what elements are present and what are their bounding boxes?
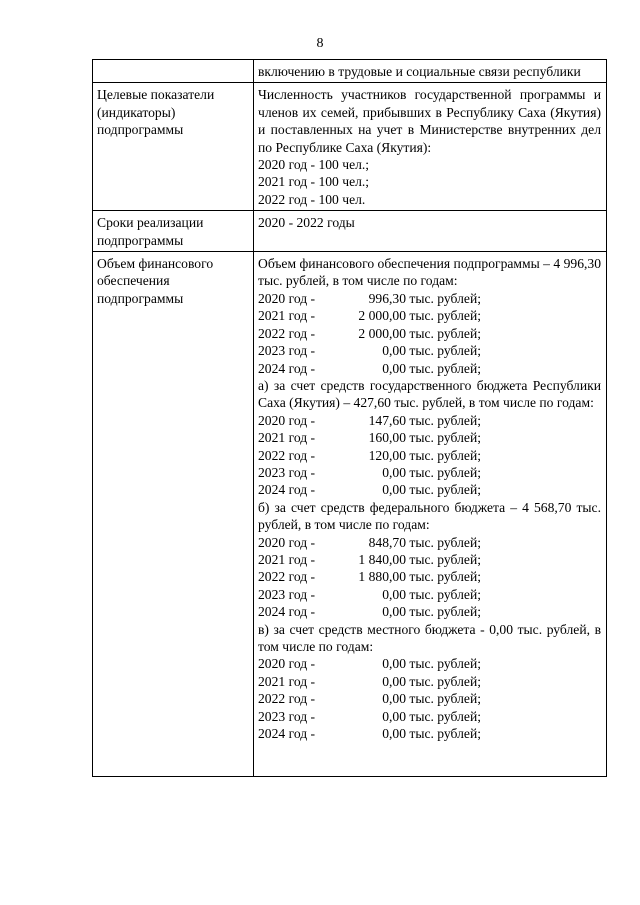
financing-year: 2024 год - (258, 482, 316, 498)
financing-unit: тыс. рублей; (409, 412, 481, 428)
financing-year: 2023 год - (258, 464, 316, 480)
financing-year-line (258, 307, 601, 324)
row2-value-cell (254, 83, 607, 211)
financing-local-intro: в) за счет средств местного бюджета - 0,00 тыс. рублей, в том числе по годам: (258, 621, 601, 654)
financing-unit: тыс. рублей; (409, 464, 481, 480)
financing-year: 2024 год - (258, 360, 316, 376)
row2-label-cell: Целевые показатели (индикаторы) подпрограммы (93, 83, 254, 211)
financing-unit: тыс. рублей; (409, 586, 481, 602)
financing-year-line (258, 534, 601, 551)
table-row-financing (93, 252, 607, 777)
row4-value-cell (254, 252, 607, 777)
financing-unit: тыс. рублей; (409, 325, 481, 341)
financing-unit: тыс. рублей; (409, 656, 481, 672)
financing-year: 2021 год - (258, 430, 316, 446)
row2-description: Численность участников государственной программы и членов их семей, прибывших в Республику Саха (Якутия) и поставленных на учет в Министерстве внутренних дел по Республике Саха (Якутия): (258, 87, 601, 155)
financing-unit: тыс. рублей; (409, 343, 481, 359)
financing-amount: 0,00 (382, 360, 406, 376)
financing-amount: 0,00 (382, 656, 406, 672)
financing-unit: тыс. рублей; (409, 551, 481, 567)
financing-year: 2023 год - (258, 708, 316, 724)
row4-label-cell: Объем финансового обеспечения подпрограммы (93, 252, 254, 777)
financing-year: 2021 год - (258, 673, 316, 689)
financing-amount: 0,00 (382, 726, 406, 742)
financing-year: 2022 год - (258, 325, 316, 341)
financing-year: 2020 год - (258, 290, 316, 306)
financing-year-line (258, 429, 601, 446)
subprogram-passport-table (92, 59, 607, 777)
financing-local-years (258, 655, 601, 742)
financing-unit: тыс. рублей; (409, 569, 481, 585)
financing-year-line (258, 342, 601, 359)
financing-amount: 0,00 (382, 708, 406, 724)
financing-federal-years (258, 534, 601, 621)
financing-unit: тыс. рублей; (409, 708, 481, 724)
financing-year-line (258, 708, 601, 725)
financing-amount: 0,00 (382, 464, 406, 480)
financing-amount: 0,00 (382, 691, 406, 707)
financing-unit: тыс. рублей; (409, 360, 481, 376)
table-row-target-indicators (93, 83, 607, 211)
row3-value-cell: 2020 - 2022 годы (254, 211, 607, 252)
financing-amount: 996,30 (368, 290, 406, 306)
financing-unit: тыс. рублей; (409, 430, 481, 446)
row1-label-cell (93, 60, 254, 83)
financing-year-line (258, 325, 601, 342)
financing-amount: 0,00 (382, 673, 406, 689)
financing-year-line (258, 481, 601, 498)
financing-amount: 0,00 (382, 343, 406, 359)
financing-amount: 0,00 (382, 482, 406, 498)
financing-year-line (258, 412, 601, 429)
row2-year-line: 2020 год - 100 чел.; (258, 157, 370, 173)
financing-unit: тыс. рублей; (409, 447, 481, 463)
financing-amount: 1 880,00 (358, 569, 406, 585)
financing-year: 2023 год - (258, 586, 316, 602)
financing-year-line (258, 586, 601, 603)
financing-year-line (258, 725, 601, 742)
page-number: 8 (316, 36, 324, 51)
financing-republic-intro: а) за счет средств государственного бюджета Республики Саха (Якутия) – 427,60 тыс. рублей, в том числе по годам: (258, 377, 601, 411)
financing-amount: 147,60 (368, 412, 406, 428)
financing-year-line (258, 290, 601, 307)
financing-amount: 160,00 (368, 430, 406, 446)
financing-unit: тыс. рублей; (409, 308, 481, 324)
financing-republic-years (258, 412, 601, 499)
financing-year: 2021 год - (258, 551, 316, 567)
row2-year-line: 2022 год - 100 чел. (258, 191, 366, 207)
financing-amount: 0,00 (382, 604, 406, 620)
financing-year-line (258, 690, 601, 707)
financing-amount: 2 000,00 (358, 325, 406, 341)
financing-year: 2020 год - (258, 656, 316, 672)
financing-year-line (258, 568, 601, 585)
financing-amount: 1 840,00 (358, 551, 406, 567)
row1-value-cell: включению в трудовые и социальные связи республики (254, 60, 607, 83)
financing-year-line (258, 603, 601, 620)
financing-unit: тыс. рублей; (409, 604, 481, 620)
financing-year-line (258, 673, 601, 690)
table-row-continuation (93, 60, 607, 83)
financing-unit: тыс. рублей; (409, 673, 481, 689)
financing-federal-intro: б) за счет средств федерального бюджета – 4 568,70 тыс. рублей, в том числе по годам: (258, 499, 601, 533)
financing-year-line (258, 360, 601, 377)
financing-total-intro: Объем финансового обеспечения подпрограммы – 4 996,30 тыс. рублей, в том числе по годам: (258, 256, 601, 289)
financing-year-line (258, 655, 601, 672)
financing-year: 2022 год - (258, 447, 316, 463)
financing-year: 2020 год - (258, 534, 316, 550)
financing-year: 2024 год - (258, 726, 316, 742)
financing-unit: тыс. рублей; (409, 691, 481, 707)
financing-amount: 2 000,00 (358, 308, 406, 324)
row3-label-cell: Сроки реализации подпрограммы (93, 211, 254, 252)
row2-year-line: 2021 год - 100 чел.; (258, 174, 370, 190)
financing-year: 2021 год - (258, 308, 316, 324)
financing-amount: 848,70 (368, 534, 406, 550)
financing-year: 2022 год - (258, 569, 316, 585)
financing-year: 2023 год - (258, 343, 316, 359)
financing-unit: тыс. рублей; (409, 290, 481, 306)
financing-year-line (258, 551, 601, 568)
financing-unit: тыс. рублей; (409, 726, 481, 742)
financing-amount: 120,00 (368, 447, 406, 463)
financing-total-years (258, 290, 601, 377)
financing-year: 2020 год - (258, 412, 316, 428)
financing-year-line (258, 447, 601, 464)
financing-amount: 0,00 (382, 586, 406, 602)
financing-year-line (258, 464, 601, 481)
financing-year: 2022 год - (258, 691, 316, 707)
financing-unit: тыс. рублей; (409, 482, 481, 498)
financing-year: 2024 год - (258, 604, 316, 620)
financing-unit: тыс. рублей; (409, 534, 481, 550)
table-row-implementation-period (93, 211, 607, 252)
